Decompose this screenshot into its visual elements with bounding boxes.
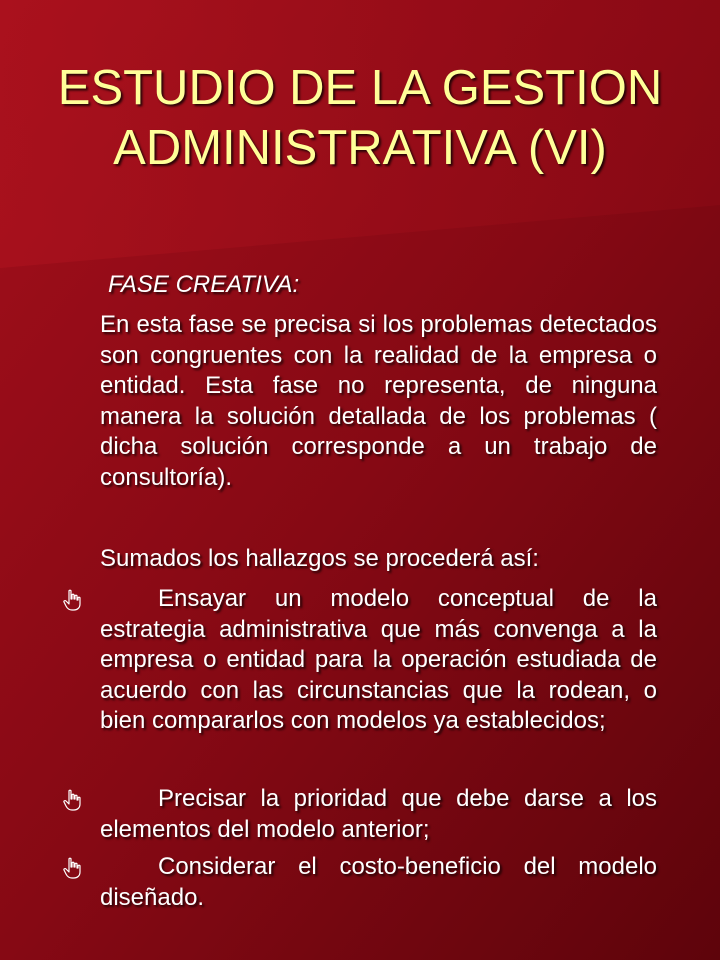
bullet-text: Precisar la prioridad que debe darse a los elementos del modelo anterior; — [100, 785, 657, 843]
bullet-text: Considerar el costo-beneficio del modelo diseñado. — [100, 853, 657, 911]
pointing-hand-icon — [62, 589, 82, 611]
intro-line: Sumados los hallazgos se procederá así: — [100, 545, 539, 572]
title-line-1: ESTUDIO DE LA GESTION — [57, 61, 663, 115]
section-heading: FASE CREATIVA: — [108, 271, 300, 298]
pointing-hand-icon — [62, 857, 82, 879]
pointing-hand-icon — [62, 789, 82, 811]
bullet-text: Ensayar un modelo conceptual de la estrategia administrativa que más convenga a la empresa o entidad para la operación estudiada de acuerdo con las circunstancias que la rodean, o bien compararlos con modelos ya establecidos; — [100, 585, 657, 734]
description-paragraph: En esta fase se precisa si los problemas detectados son congruentes con la realidad de la empresa o entidad. Esta fase no representa, de ninguna manera la solución detallada de los problemas ( dicha solución corresponde a un trabajo de consultoría). — [100, 311, 657, 491]
title-line-2: ADMINISTRATIVA (VI) — [113, 121, 607, 175]
